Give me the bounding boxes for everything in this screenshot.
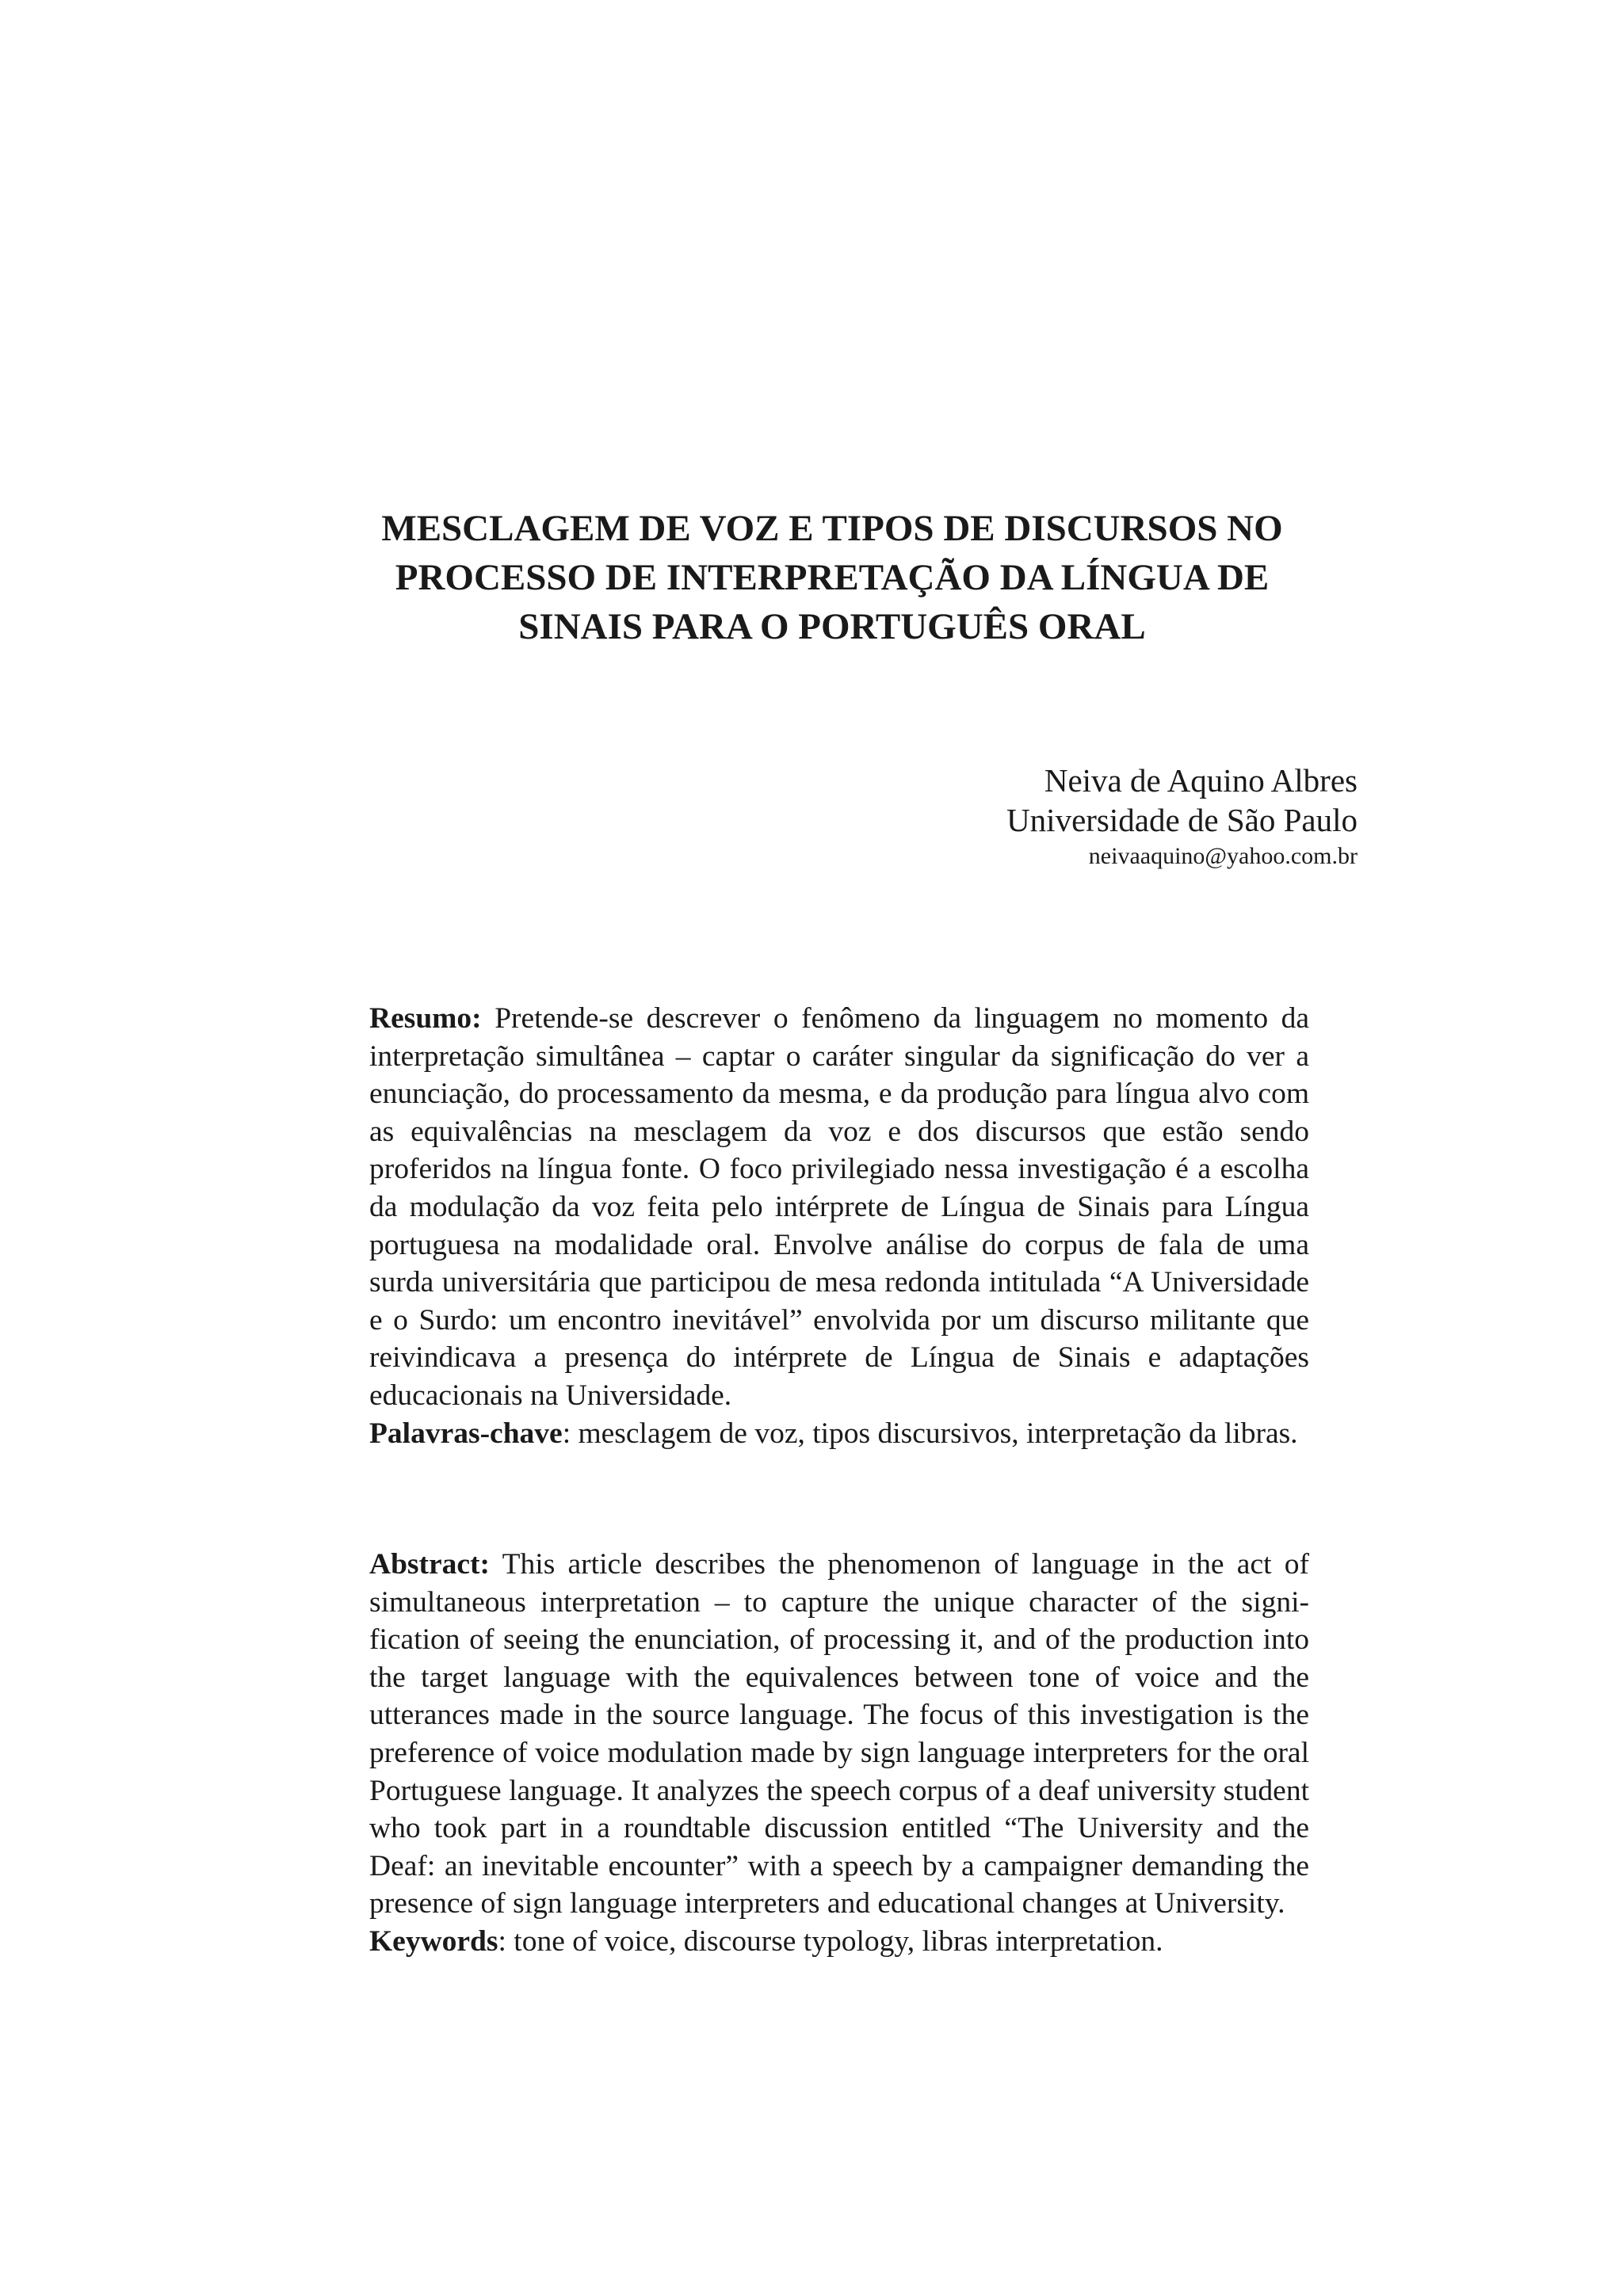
abstract-section (369, 1546, 1309, 1961)
paper-title (349, 504, 1316, 651)
resumo-section (369, 1000, 1309, 1452)
resumo-paragraph (369, 1000, 1309, 1415)
resumo-text: Pretende-se descrever o fenômeno da linguagem no momento da interpretação simultânea – captar o caráter singular da significação do ver a enunciação, do processamento da mesma, e da produção para língua alvo com as equivalências na mesclagem da voz e dos discursos que estão sendo proferidos na língua fonte. O foco privilegiado nessa investigação é a escolha da modulação da voz feita pelo intérprete de Língua de Sinais para Língua portuguesa na modalidade oral. Envolve análise do corpus de fala de uma surda universitária que participou de mesa redonda intitulada “A Universidade e o Surdo: um encontro inevitável” envolvida por um discurso militante que reivindicava a presença do intérprete de Língua de Sinais e adaptações educacionais na Universidade. (369, 1002, 1309, 1412)
author-email: neivaaquino@yahoo.com.br (1088, 843, 1358, 869)
abstract-label: Abstract: (369, 1548, 491, 1581)
author-affiliation: Universidade de São Paulo (1006, 802, 1358, 838)
keywords-paragraph (369, 1923, 1309, 1961)
title-line-2: PROCESSO DE INTERPRETAÇÃO DA LÍNGUA DE (395, 557, 1270, 598)
abstract-paragraph (369, 1546, 1309, 1923)
palavras-chave-paragraph (369, 1415, 1309, 1453)
palavras-chave-text: : mesclagem de voz, tipos discursivos, interpretação da libras. (562, 1417, 1298, 1450)
keywords-label: Keywords (369, 1924, 498, 1958)
palavras-chave-label: Palavras-chave (369, 1417, 563, 1450)
keywords-text: : tone of voice, discourse typology, libras interpretation. (498, 1924, 1163, 1958)
abstract-text: This article describes the phenomenon of language in the act of simultaneous interpretation – to capture the unique character of the signification of seeing the enunciation, of processing it, and of the production into the target language with the equivalences between tone of voice and the utterances made in the source language. The focus of this investigation is the preference of voice modulation made by sign language interpreters for the oral Portuguese language. It analyzes the speech corpus of a deaf university student who took part in a roundtable discussion entitled “The University and the Deaf: an inevitable encounter” with a speech by a campaigner demanding the presence of sign language interpreters and educational changes at University. (369, 1548, 1309, 1920)
title-line-3: SINAIS PARA O PORTUGUÊS ORAL (518, 606, 1146, 647)
resumo-label: Resumo: (369, 1002, 482, 1035)
author-name: Neiva de Aquino Albres (1044, 762, 1358, 799)
author-block (1006, 761, 1358, 873)
title-line-1: MESCLAGEM DE VOZ E TIPOS DE DISCURSOS NO (381, 508, 1283, 549)
